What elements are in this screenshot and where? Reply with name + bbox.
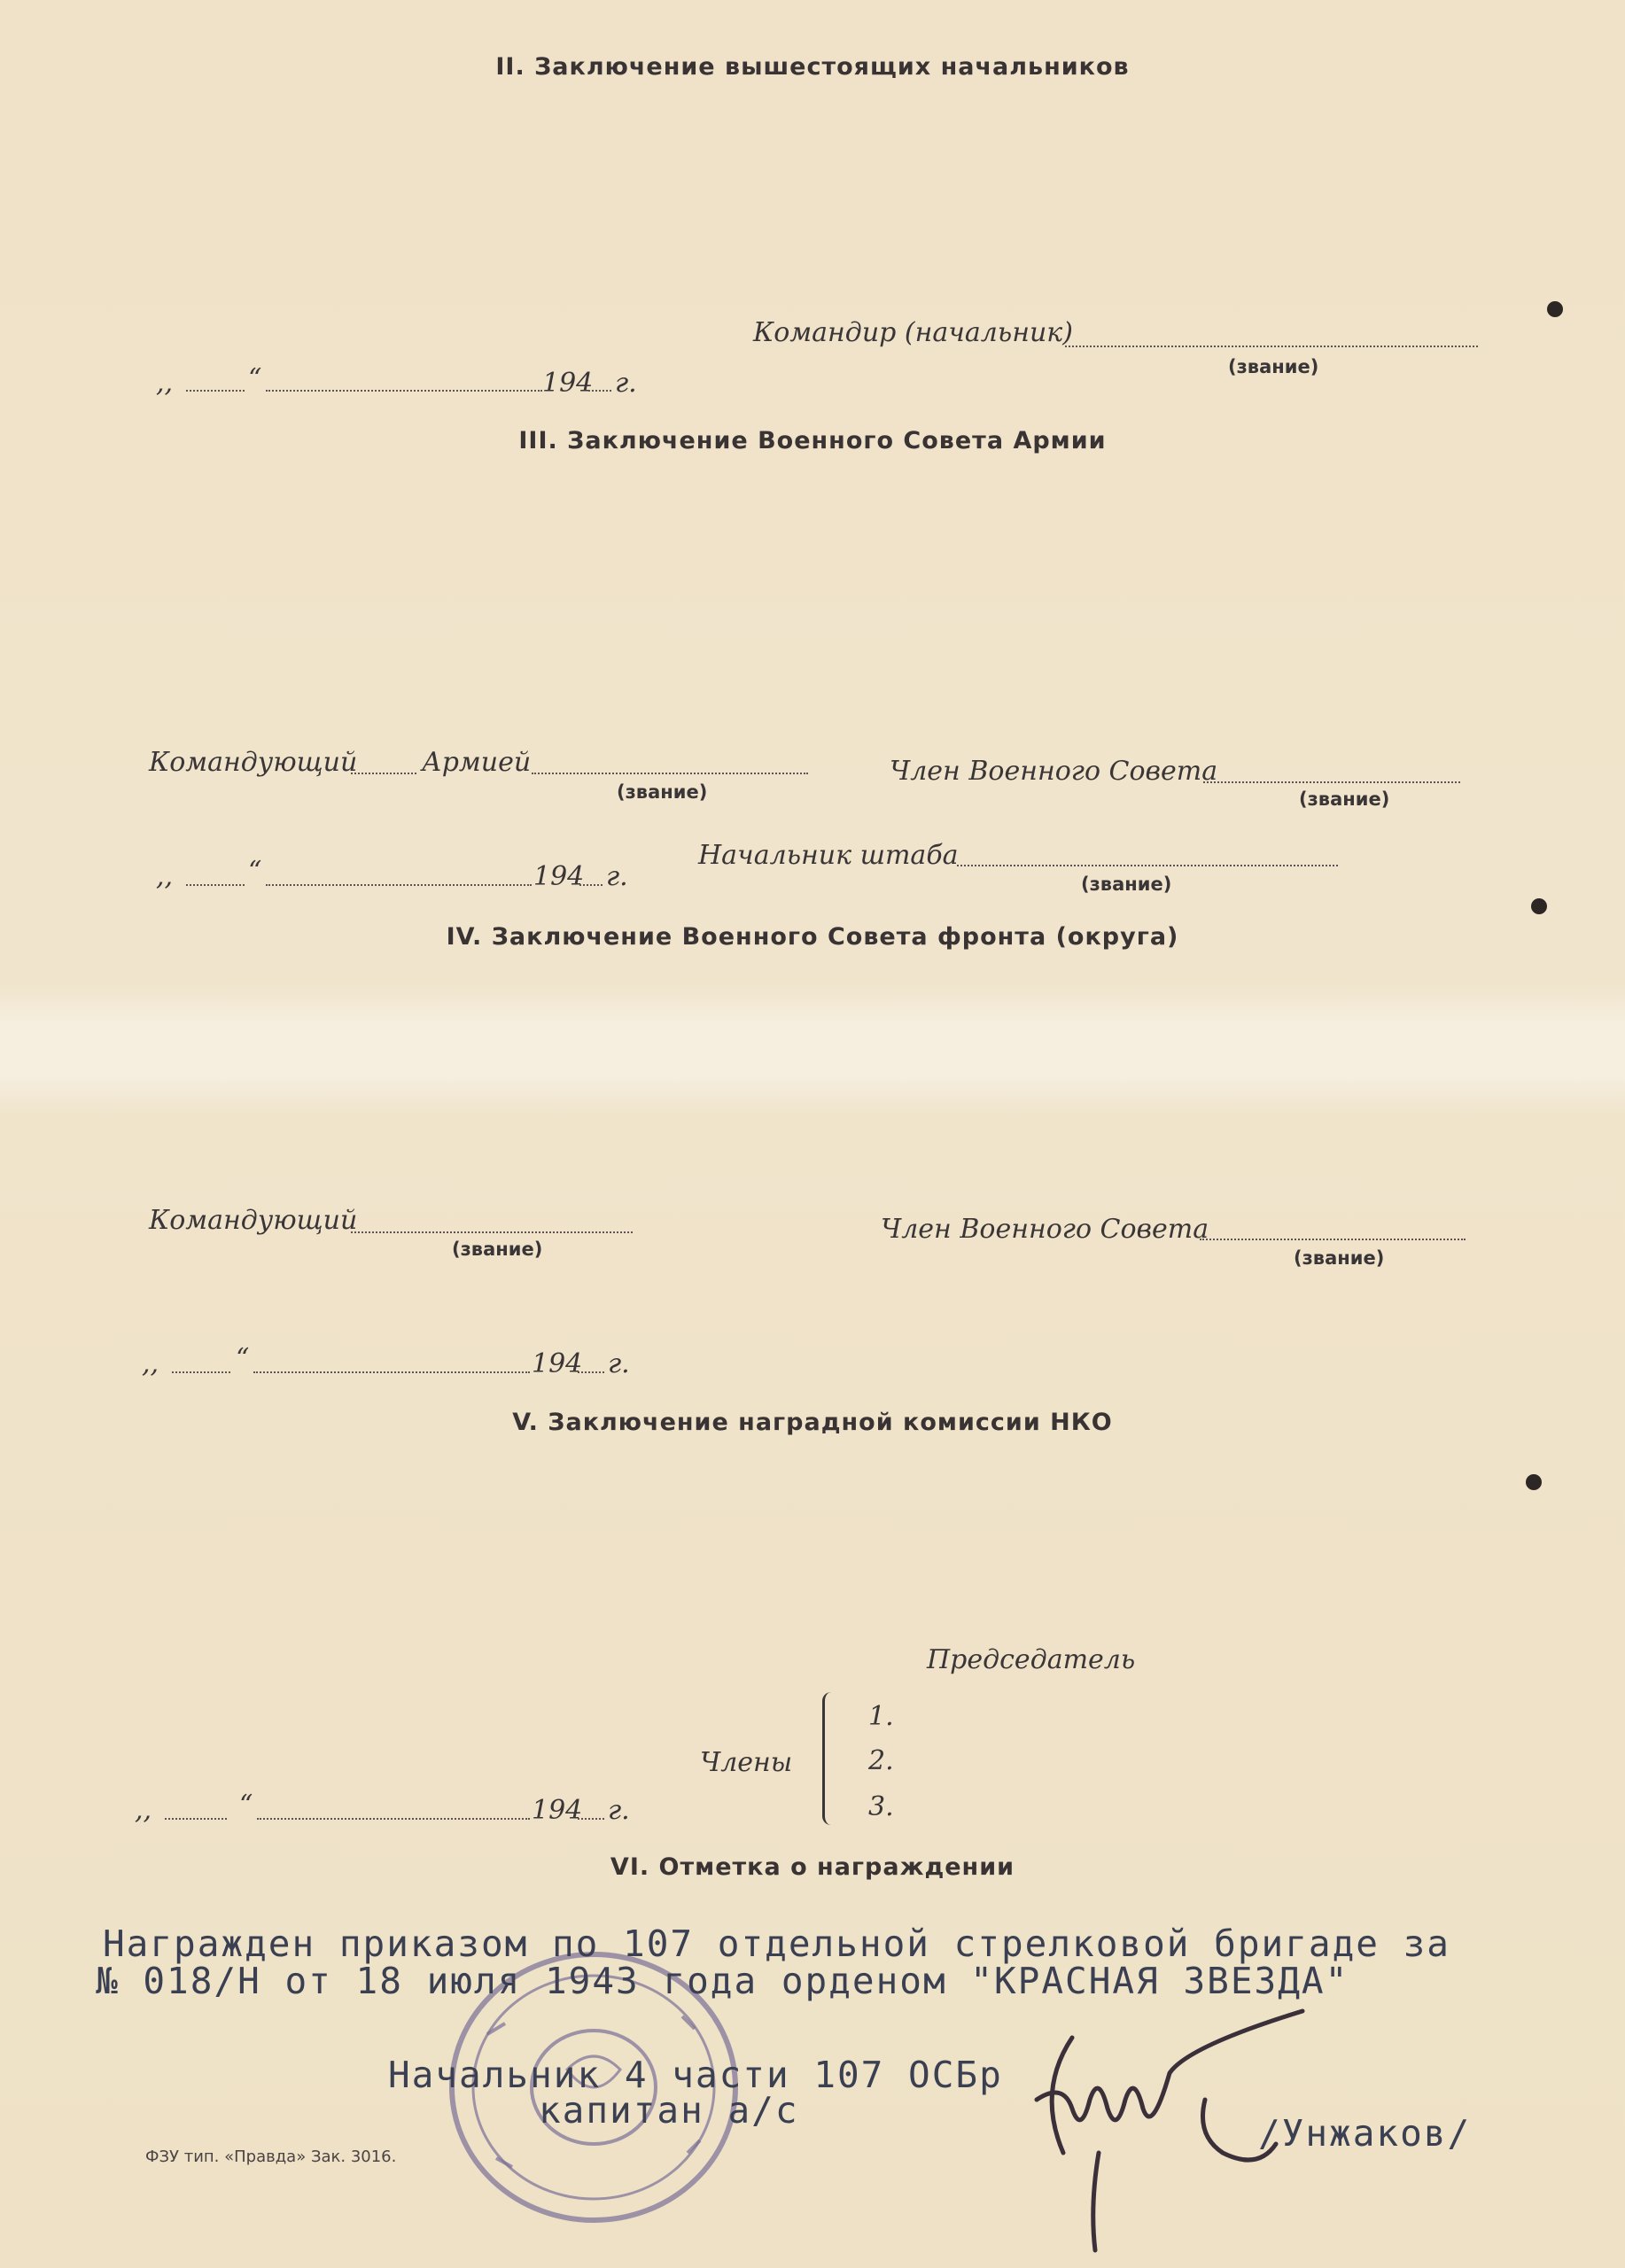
member-2: 2. (868, 1745, 894, 1776)
commander-rank-label: (звание) (1228, 356, 1319, 377)
front-date-quote-close: “ (236, 1343, 250, 1374)
front-council-member-rank-label: (звание) (1294, 1247, 1385, 1269)
front-date-day-line (172, 1371, 230, 1373)
commission-year-line (578, 1818, 604, 1820)
front-commander-label: Командующий (149, 1205, 358, 1236)
chief-of-staff-label: Начальник штаба (698, 840, 959, 871)
binding-hole (1531, 898, 1547, 914)
commission-date-quote-open: ,, (135, 1795, 152, 1826)
printer-footer: ФЗУ тип. «Правда» Зак. 3016. (145, 2148, 397, 2166)
army-commander-line-2 (532, 773, 808, 774)
members-label: Члены (700, 1747, 793, 1778)
members-brace (822, 1692, 837, 1825)
front-year-prefix: 194 (532, 1348, 583, 1379)
award-typed-line-3: Начальник 4 части 107 ОСБр (388, 2054, 1003, 2096)
commission-year-prefix: 194 (532, 1795, 583, 1826)
commander-label: Командир (начальник) (753, 317, 1073, 348)
member-1: 1. (868, 1701, 894, 1732)
chief-of-staff-line (957, 865, 1338, 866)
section-5-heading: V. Заключение наградной комиссии НКО (512, 1409, 1113, 1436)
section-3-heading: III. Заключение Военного Совета Армии (518, 427, 1107, 454)
date-quote-open: ,, (156, 368, 174, 399)
commission-date-day-line (165, 1818, 227, 1820)
front-year-suffix: г. (608, 1348, 630, 1379)
award-typed-line-4: капитан а/с (539, 2089, 799, 2132)
army-commander-label: Командующий (149, 747, 358, 778)
front-date-quote-open: ,, (142, 1348, 159, 1379)
commander-line (1065, 346, 1478, 347)
front-council-member-line (1200, 1239, 1466, 1240)
army-council-member-line (1203, 781, 1460, 783)
binding-hole (1526, 1474, 1542, 1490)
award-typed-line-2: № 018/Н от 18 июля 1943 года орденом "КРАСНАЯ ЗВЕЗДА" (96, 1960, 1349, 2002)
army-council-member-rank-label: (звание) (1299, 788, 1390, 810)
front-commander-rank-label: (звание) (452, 1239, 543, 1260)
section-2-heading: II. Заключение вышестоящих начальников (495, 53, 1130, 81)
army-year-suffix: г. (606, 861, 628, 892)
front-year-line (578, 1371, 604, 1373)
fold-crease (0, 983, 1625, 1116)
year-line (588, 390, 611, 392)
army-date-day-line (186, 884, 245, 886)
army-date-quote-open: ,, (156, 861, 174, 892)
year-suffix: г. (615, 368, 637, 399)
army-commander-suffix: Армией (422, 747, 532, 778)
army-commander-rank-label: (звание) (617, 781, 708, 803)
army-council-member-label: Член Военного Совета (890, 756, 1218, 787)
commission-date-month-line (257, 1818, 530, 1820)
front-date-month-line (253, 1371, 530, 1373)
member-3: 3. (868, 1791, 894, 1822)
army-date-quote-close: “ (248, 856, 262, 887)
chairman-label: Председатель (927, 1644, 1136, 1675)
army-date-month-line (266, 884, 532, 886)
commission-date-quote-close: “ (239, 1790, 253, 1821)
front-commander-line (351, 1231, 633, 1233)
army-commander-line-1 (351, 773, 416, 774)
typed-signature-name: /Унжаков/ (1258, 2112, 1472, 2155)
section-6-heading: VI. Отметка о награждении (610, 1853, 1015, 1881)
front-council-member-label: Член Военного Совета (881, 1214, 1209, 1245)
date-day-line (186, 390, 245, 392)
award-typed-line-1: Награжден приказом по 107 отдельной стрелковой бригаде за (103, 1922, 1450, 1965)
binding-hole (1547, 301, 1563, 317)
date-quote-close: “ (248, 363, 262, 394)
year-prefix: 194 (542, 368, 594, 399)
commission-year-suffix: г. (608, 1795, 630, 1826)
section-4-heading: IV. Заключение Военного Совета фронта (округа) (446, 923, 1179, 951)
army-year-line (579, 884, 603, 886)
date-month-line (266, 390, 542, 392)
chief-of-staff-rank-label: (звание) (1081, 874, 1172, 895)
army-year-prefix: 194 (533, 861, 585, 892)
